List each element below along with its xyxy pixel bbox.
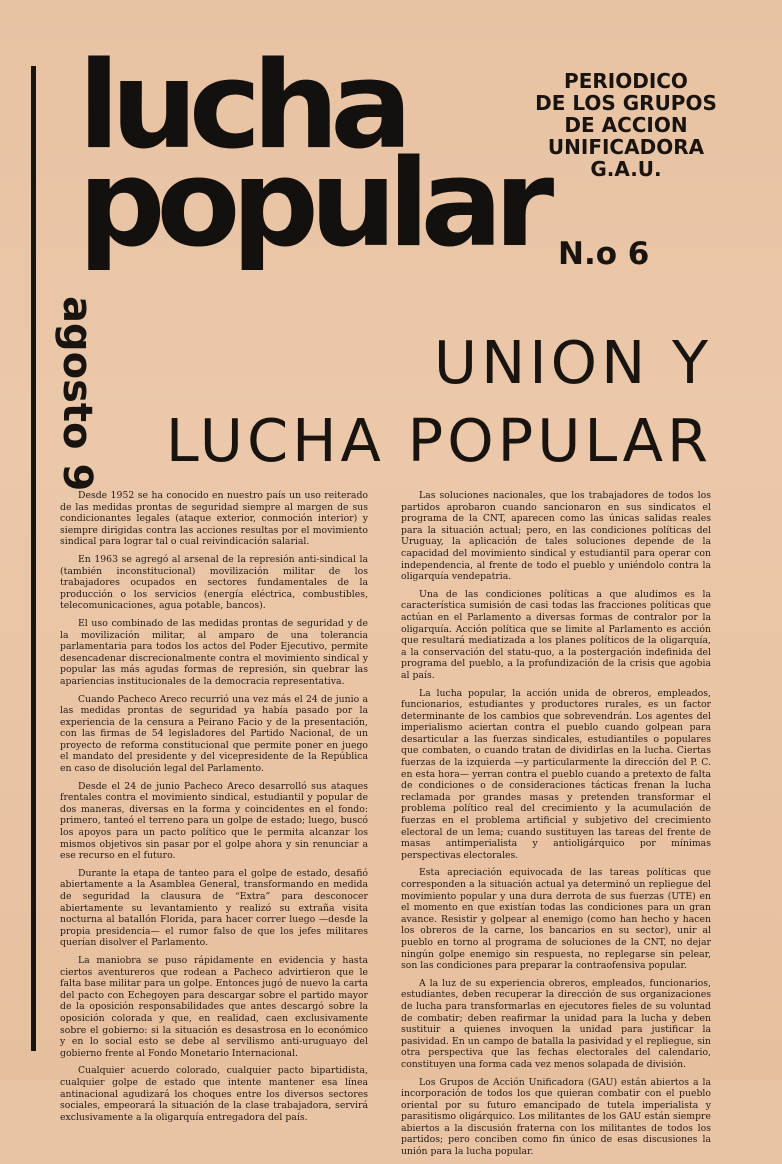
headline-line-1: UNION Y [433, 328, 712, 397]
article-column-left [60, 490, 368, 1129]
subtitle-line: PERIODICO [564, 69, 688, 93]
paragraph: Cualquier acuerdo colorado, cualquier pacto bipartidista, cualquier golpe de estado que intente mantener esa línea antinacional agudizará los choques entre los diversos sectores sociales, empeorará la situación de la clase trabajadora, servirá exclusivamente a la oligarquía entregadora del país. [60, 1065, 368, 1123]
subtitle-line: G.A.U. [590, 157, 662, 181]
subtitle-line: UNIFICADORA [547, 135, 705, 159]
paragraph: La maniobra se puso rápidamente en evidencia y hasta ciertos aventureros que rodean a Pacheco advirtieron que le falta base militar para un golpe. Entonces jugó de nuevo la carta del pacto con Echegoyen para descargar sobre el partido mayor de la oposición responsabilidades que antes descargó sobre la oposición colorada y que, en realidad, caen exclusivamente sobre el gobierno: si la situación es desastrosa en lo económico y en lo social esto se debe al servilismo anti-uruguayo del gobierno frente al Fondo Monetario Internacional. [60, 954, 368, 1059]
paragraph: Durante la etapa de tanteo para el golpe de estado, desafió abiertamente a la Asamblea General, transformando en medida de seguridad la clausura de “Extra” para desconocer abiertamente su levantamiento y realizó su extraña visita nocturna al batallón Florida, para hacer correr luego —desde la propia presidencia— el rumor falso de que los jefes militares querían disolver el Parlamento. [60, 867, 368, 949]
paragraph: La lucha popular, la acción unida de obreros, empleados, funcionarios, estudiantes y productores rurales, es un factor determinante de los cambios que sobrevendrán. Los agentes del imperialismo aciertan contra el pueblo cuando golpean para desarticular a las fuerzas sindicales, estudiantiles o populares que combaten, o cuando tratan de dividirlas en la lucha. Ciertas fuerzas de la izquierda —y particularmente la dirección del P. C. en esta hora— yerran contra el pueblo cuando a pretexto de falta de condiciones o de consideraciones tácticas frenan la lucha reclamada por grandes masas y pretenden transformar el problema político real del crecimiento y la acumulación de fuerzas en el problema artificial y subjetivo del crecimiento electoral de un lema; cuando sustituyen las tareas del frente de masas antimperialista y antioligárquico por mínimas perspectivas electorales. [401, 687, 711, 861]
masthead-line-1: lucha [78, 37, 404, 176]
vertical-rule [31, 66, 36, 1051]
paragraph: Una de las condiciones políticas a que aludimos es la característica sumisión de casi todas las fracciones políticas que actúan en el Parlamento a diversas formas de contralor por la oligarquía. Acción política que se limite al Parlamento es acción que resultará mediatizada a los planes políticos de la oligarquía, a la conservación del statu-quo, a la postergación indefinida del programa del pueblo, a la profundización de la crisis que agobia al país. [401, 588, 711, 681]
paragraph: Esta apreciación equivocada de las tareas políticas que corresponden a la situación actual ya determinó un repliegue del movimiento popular y una dura derrota de sus fuerzas (UTE) en el momento en que existían todas las condiciones para un gran avance. Resistir y golpear al enemigo (como han hecho y hacen los obreros de la carne, los bancarios en su sector), unir al pueblo en torno al programa de soluciones de la CNT, no dejar ningún golpe enemigo sin respuesta, no replegarse sin pelear, son las condiciones para preparar la contraofensiva popular. [401, 867, 711, 972]
issue-date: agosto 9 [54, 296, 100, 492]
article-column-right [401, 490, 711, 1164]
paragraph: Los Grupos de Acción Unificadora (GAU) están abiertos a la incorporación de todos los que quieran combatir con el pueblo oriental por su futuro emancipado de tutela imperialista y parasitismo oligárquico. Los militantes de los GAU están siempre abiertos a la discusión fraterna con los militantes de todos los partidos; pero conciben como fin único de esas discusiones la unión para la lucha popular. [401, 1076, 711, 1158]
paragraph: A la luz de su experiencia obreros, empleados, funcionarios, estudiantes, deben recuperar la dirección de sus organizaciones de lucha para transformarlas en ejecutores fieles de su voluntad de combatir; deben reafirmar la unidad para la lucha y deben sustituir a quienes invoquen la unidad para justificar la pasividad. En un campo de batalla la pasividad y el repliegue, sin otra perspectiva que las fechas electorales del calendario, constituyen una forma cada vez menos solapada de división. [401, 977, 711, 1070]
issue-number: N.o 6 [558, 236, 650, 272]
masthead-line-2: popular [78, 135, 546, 274]
headline [160, 324, 712, 480]
paragraph: Desde el 24 de junio Pacheco Areco desarrolló sus ataques frentales contra el movimiento sindical, estudiantil y popular de dos maneras, diversas en la forma y coincidentes en el fondo: primero, tanteó el terreno para un golpe de estado; luego, buscó los apoyos para un pacto político que le permita alcanzar los mismos objetivos sin pasar por el golpe ahora y sin renunciar a ese recurso en el futuro. [60, 780, 368, 862]
publisher-subtitle [526, 70, 726, 180]
subtitle-line: DE ACCION [564, 113, 688, 137]
paragraph: Desde 1952 se ha conocido en nuestro país un uso reiterado de las medidas prontas de seguridad siempre al margen de sus condicionantes legales (ataque exterior, conmoción interior) y siempre dirigidas contra las acciones resultas por el movimiento sindical para lograr tal o cual reivindicación salarial. [60, 490, 368, 548]
paragraph: Las soluciones nacionales, que los trabajadores de todos los partidos aprobaron cuando sancionaron en sus sindicatos el programa de la CNT, aparecen como las únicas salidas reales para la situación actual; pero, en las condiciones políticas del Uruguay, la aplicación de tales soluciones depende de la capacidad del movimiento sindical y estudiantil para operar con independencia, al frente de todo el pueblo y uniéndolo contra la oligarquía vendepatria. [401, 490, 711, 583]
paragraph: Cuando Pacheco Areco recurrió una vez más el 24 de junio a las medidas prontas de seguridad ya había pasado por la experiencia de la censura a Peirano Facio y de la presentación, con las firmas de 54 legisladores del Partido Nacional, de un proyecto de reforma constitucional que permite poner en juego el mandato del presidente y del vicepresidente de la República en caso de disolución legal del Parlamento. [60, 693, 368, 775]
masthead [78, 37, 546, 274]
subtitle-line: DE LOS GRUPOS [535, 91, 717, 115]
paragraph: El uso combinado de las medidas prontas de seguridad y de la movilización militar, al amparo de una tolerancia parlamentaria para todos los actos del Poder Ejecutivo, permite desencadenar discrecionalmente contra el movimiento sindical y popular las más agudas formas de represión, sin quebrar las apariencias institucionales de la democracia representativa. [60, 617, 368, 687]
paragraph: En 1963 se agregó al arsenal de la represión anti-sindical la (también inconstitucional) movilización militar de los trabajadores ocupados en sectores fundamentales de la producción o los servicios (energía eléctrica, combustibles, telecomunicaciones, agua potable, bancos). [60, 553, 368, 612]
headline-line-2: LUCHA POPULAR [165, 406, 712, 475]
